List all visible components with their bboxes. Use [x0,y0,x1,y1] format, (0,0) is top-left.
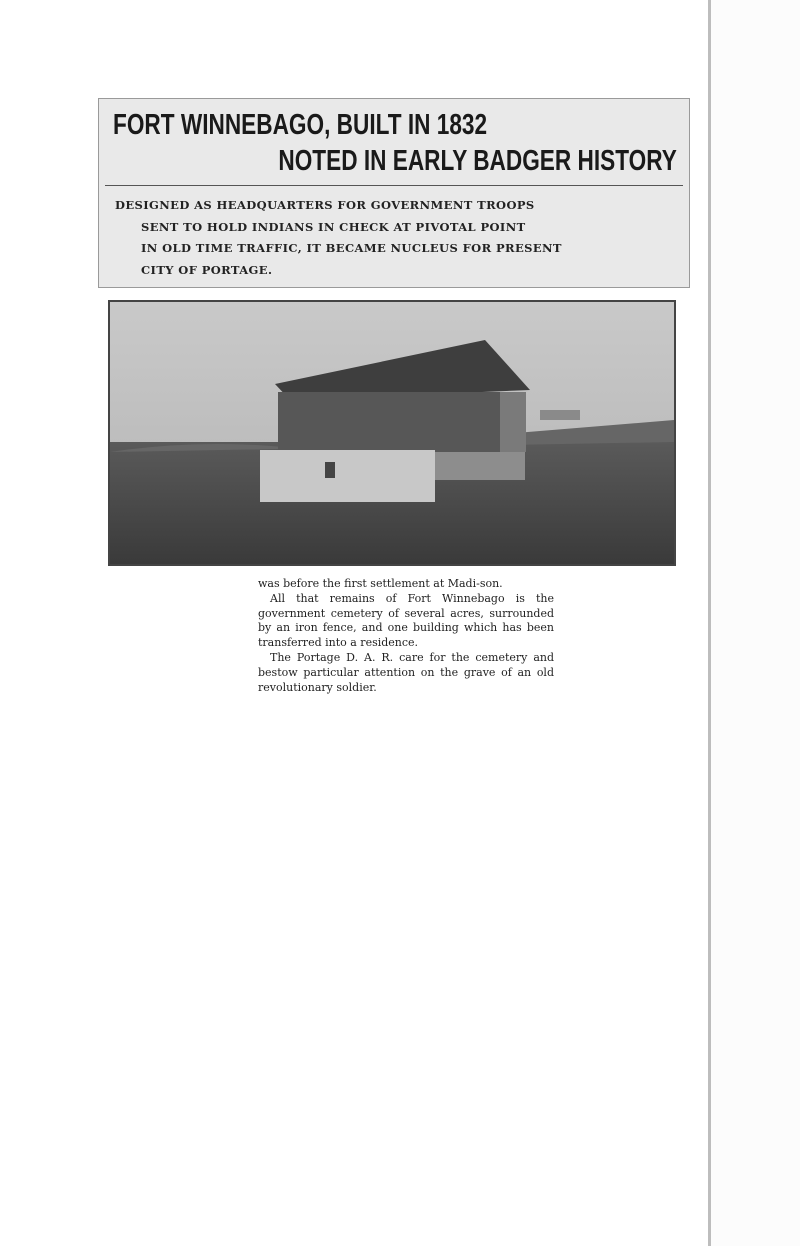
headline-line-2: NOTED IN EARLY BADGER HISTORY [278,145,677,177]
fort-building-image [110,302,674,564]
page-edge [708,0,711,1246]
adjacent-page [711,0,800,1246]
divider [105,185,683,186]
paragraph: was before the first settlement at Madi-son. [258,577,503,590]
deck-line: IN OLD TIME TRAFFIC, IT BECAME NUCLEUS FOR PRESENT [141,241,562,255]
article-body [258,577,554,695]
deck-line: CITY OF PORTAGE. [141,262,273,277]
deck-line: DESIGNED AS HEADQUARTERS FOR GOVERNMENT TROOPS [115,198,535,212]
headline-box [98,98,690,288]
subheadline [115,195,675,281]
fort-photograph [108,300,676,566]
paragraph: The Portage D. A. R. care for the cemetery and bestow particular attention on the grave of an old revolutionary soldier. [258,650,554,694]
deck-line: SENT TO HOLD INDIANS IN CHECK AT PIVOTAL POINT [141,219,526,234]
headline-line-1: FORT WINNEBAGO, BUILT IN 1832 [113,109,488,141]
paragraph: All that remains of Fort Winnebago is the government cemetery of several acres, surrounded by an iron fence, and one building which has been transferred into a residence. [258,591,554,650]
